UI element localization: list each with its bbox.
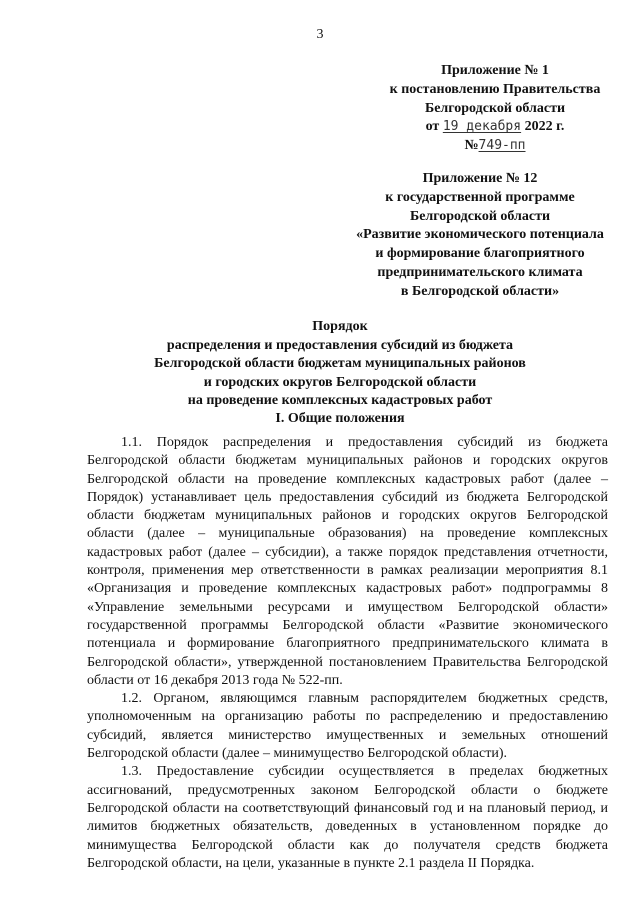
date-suffix: 2022 г. bbox=[524, 119, 565, 135]
title-line: распределения и предоставления субсидий из бюджета bbox=[166, 337, 514, 353]
appendix-12-line: в Белгородской области» bbox=[400, 283, 560, 299]
appendix-12-line: Приложение № 12 bbox=[422, 171, 538, 186]
handwritten-date: 19 декабря bbox=[442, 119, 522, 135]
title-line: Белгородской области бюджетам муниципальных районов bbox=[154, 356, 526, 372]
page-number: 3 bbox=[316, 27, 324, 42]
section-title: I. Общие положения bbox=[275, 411, 405, 426]
appendix-1-header bbox=[370, 62, 620, 156]
appendix-12-line: предпринимательского климата bbox=[377, 264, 583, 280]
appendix-12-line: и формирование благоприятного bbox=[375, 246, 585, 262]
appendix-1-number bbox=[370, 137, 620, 156]
handwritten-number: 749-пп bbox=[478, 138, 526, 154]
paragraph: 1.2. Органом, являющимся главным распорядителем бюджетных средств, уполномоченным на организацию работы по распределению и предоставлению субсидий, является министерство имущественных и земельных отношений Белгородской области (далее – минимущество Белгородской области). bbox=[87, 691, 608, 762]
appendix-1-line: к постановлению Правительства bbox=[389, 81, 601, 97]
title-line: на проведение комплексных кадастровых работ bbox=[187, 393, 493, 409]
paragraph: 1.3. Предоставление субсидии осуществляется в пределах бюджетных ассигнований, предусмотренных законом Белгородской области о бюджете Белгородской области на соответствующий финансовый год и на плановый период, и лимитов бюджетных обязательств, доведенных в установленном порядке до минимущества Белгородской области как до получателя средств бюджета Белгородской области, на цели, указанные в пункте 2.1 раздела II Порядка. bbox=[87, 764, 608, 871]
appendix-1-date bbox=[370, 118, 620, 137]
appendix-12-header bbox=[330, 170, 630, 302]
paragraph: 1.1. Порядок распределения и предоставления субсидий из бюджета Белгородской области бюджетам муниципальных районов и городских округов Белгородской области на проведение комплексных кадастровых работ (далее – Порядок) устанавливает цель предоставления субсидий из бюджета Белгородской области бюджетам муниципальных районов и городских округов Белгородской области (далее – муниципальные образования) на проведение комплексных кадастровых работ (далее – субсидии), а также порядок представления отчетности, контроля, применения мер ответственности в рамках реализации мероприятия 8.1 «Организация и проведение комплексных кадастровых работ» подпрограммы 8 «Управление земельными ресурсами и имуществом Белгородской области» государственной программы Белгородской области «Развитие экономического потенциала и формирование благоприятного предпринимательского климата в Белгородской области», утвержденной постановлением Правительства Белгородской области от 16 декабря 2013 года № 522-пп. bbox=[87, 435, 608, 688]
title-line: Порядок bbox=[312, 319, 368, 334]
appendix-12-line: «Развитие экономического потенциала bbox=[356, 227, 604, 243]
appendix-12-line: к государственной программе bbox=[385, 189, 575, 205]
document-body bbox=[87, 434, 608, 873]
title-line: и городских округов Белгородской области bbox=[203, 374, 477, 390]
appendix-1-line: Приложение № 1 bbox=[441, 63, 549, 78]
appendix-12-line: Белгородской области bbox=[409, 208, 551, 224]
appendix-1-line: Белгородской области bbox=[424, 100, 566, 116]
document-title bbox=[80, 318, 600, 411]
date-prefix: от bbox=[425, 119, 440, 135]
number-prefix: № bbox=[464, 138, 479, 154]
